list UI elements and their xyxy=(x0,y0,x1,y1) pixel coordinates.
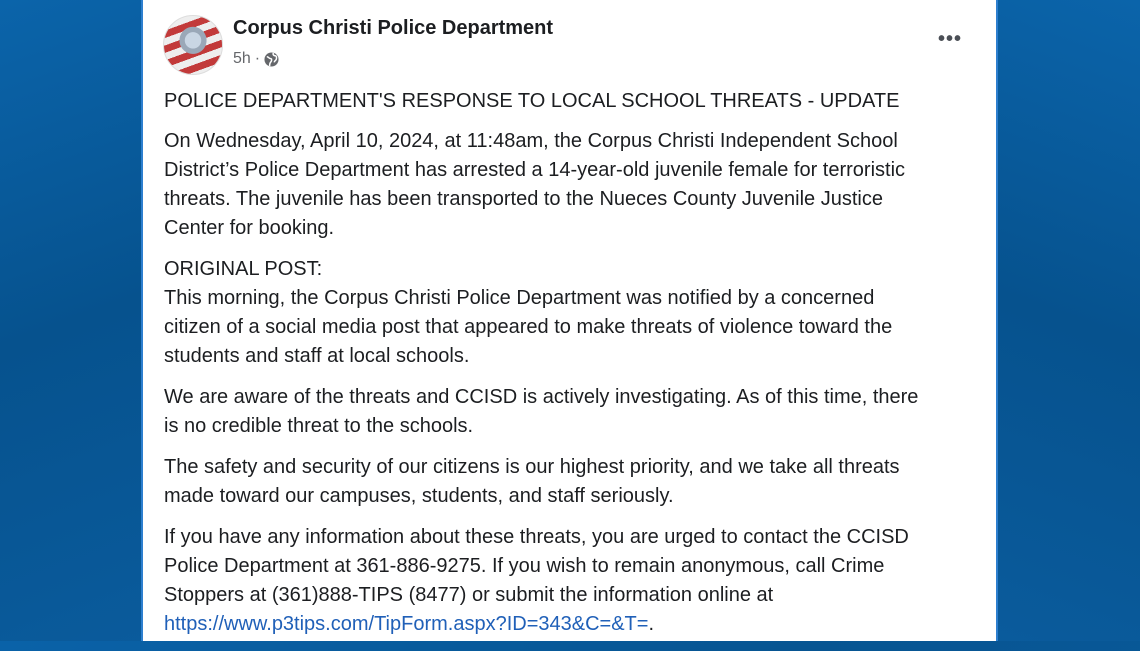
author-name[interactable]: Corpus Christi Police Department xyxy=(233,17,554,39)
tip-form-link[interactable]: https://www.p3tips.com/TipForm.aspx?ID=343&C=&T= xyxy=(164,613,649,635)
facebook-post-card xyxy=(141,0,998,641)
post-paragraph xyxy=(164,523,976,610)
paragraph-line: Stoppers at (361)888-TIPS (8477) or submit the information online at xyxy=(164,584,774,606)
post-paragraph xyxy=(164,453,976,511)
background-right xyxy=(998,0,1140,641)
post-time[interactable]: 5h xyxy=(233,50,251,67)
paragraph-line: If you have any information about these threats, you are urged to contact the CCISD xyxy=(164,526,909,548)
paragraph-line: This morning, the Corpus Christi Police Department was notified by a concerned xyxy=(164,287,875,309)
post-paragraph xyxy=(164,255,976,371)
post-headline: POLICE DEPARTMENT'S RESPONSE TO LOCAL SCHOOL THREATS - UPDATE xyxy=(164,90,900,112)
more-options-button[interactable]: ••• xyxy=(937,28,962,50)
paragraph-line: Police Department at 361-886-9275. If you wish to remain anonymous, call Crime xyxy=(164,555,885,577)
post-body xyxy=(164,87,976,651)
paragraph-line: threats. The juvenile has been transported to the Nueces County Juvenile Justice xyxy=(164,188,883,210)
globe-icon xyxy=(264,52,279,67)
paragraph-line: ORIGINAL POST: xyxy=(164,258,323,280)
paragraph-line: We are aware of the threats and CCISD is actively investigating. As of this time, there xyxy=(164,386,919,408)
paragraph-line: The safety and security of our citizens is our highest priority, and we take all threats xyxy=(164,456,900,478)
paragraph-line: made toward our campuses, students, and staff seriously. xyxy=(164,485,674,507)
background-left xyxy=(0,0,160,641)
post-meta xyxy=(233,50,279,68)
separator: · xyxy=(254,50,261,67)
paragraph-line: students and staff at local schools. xyxy=(164,345,470,367)
link-suffix: . xyxy=(648,613,655,635)
paragraph-line: citizen of a social media post that appeared to make threats of violence toward the xyxy=(164,316,893,338)
post-paragraph xyxy=(164,127,976,243)
paragraph-line: is no credible threat to the schools. xyxy=(164,415,474,437)
avatar[interactable] xyxy=(163,15,223,75)
paragraph-line: Center for booking. xyxy=(164,217,335,239)
post-paragraph xyxy=(164,383,976,441)
paragraph-line: District’s Police Department has arrested a 14-year-old juvenile female for terroristic xyxy=(164,159,906,181)
paragraph-line: On Wednesday, April 10, 2024, at 11:48am, the Corpus Christi Independent School xyxy=(164,130,898,152)
